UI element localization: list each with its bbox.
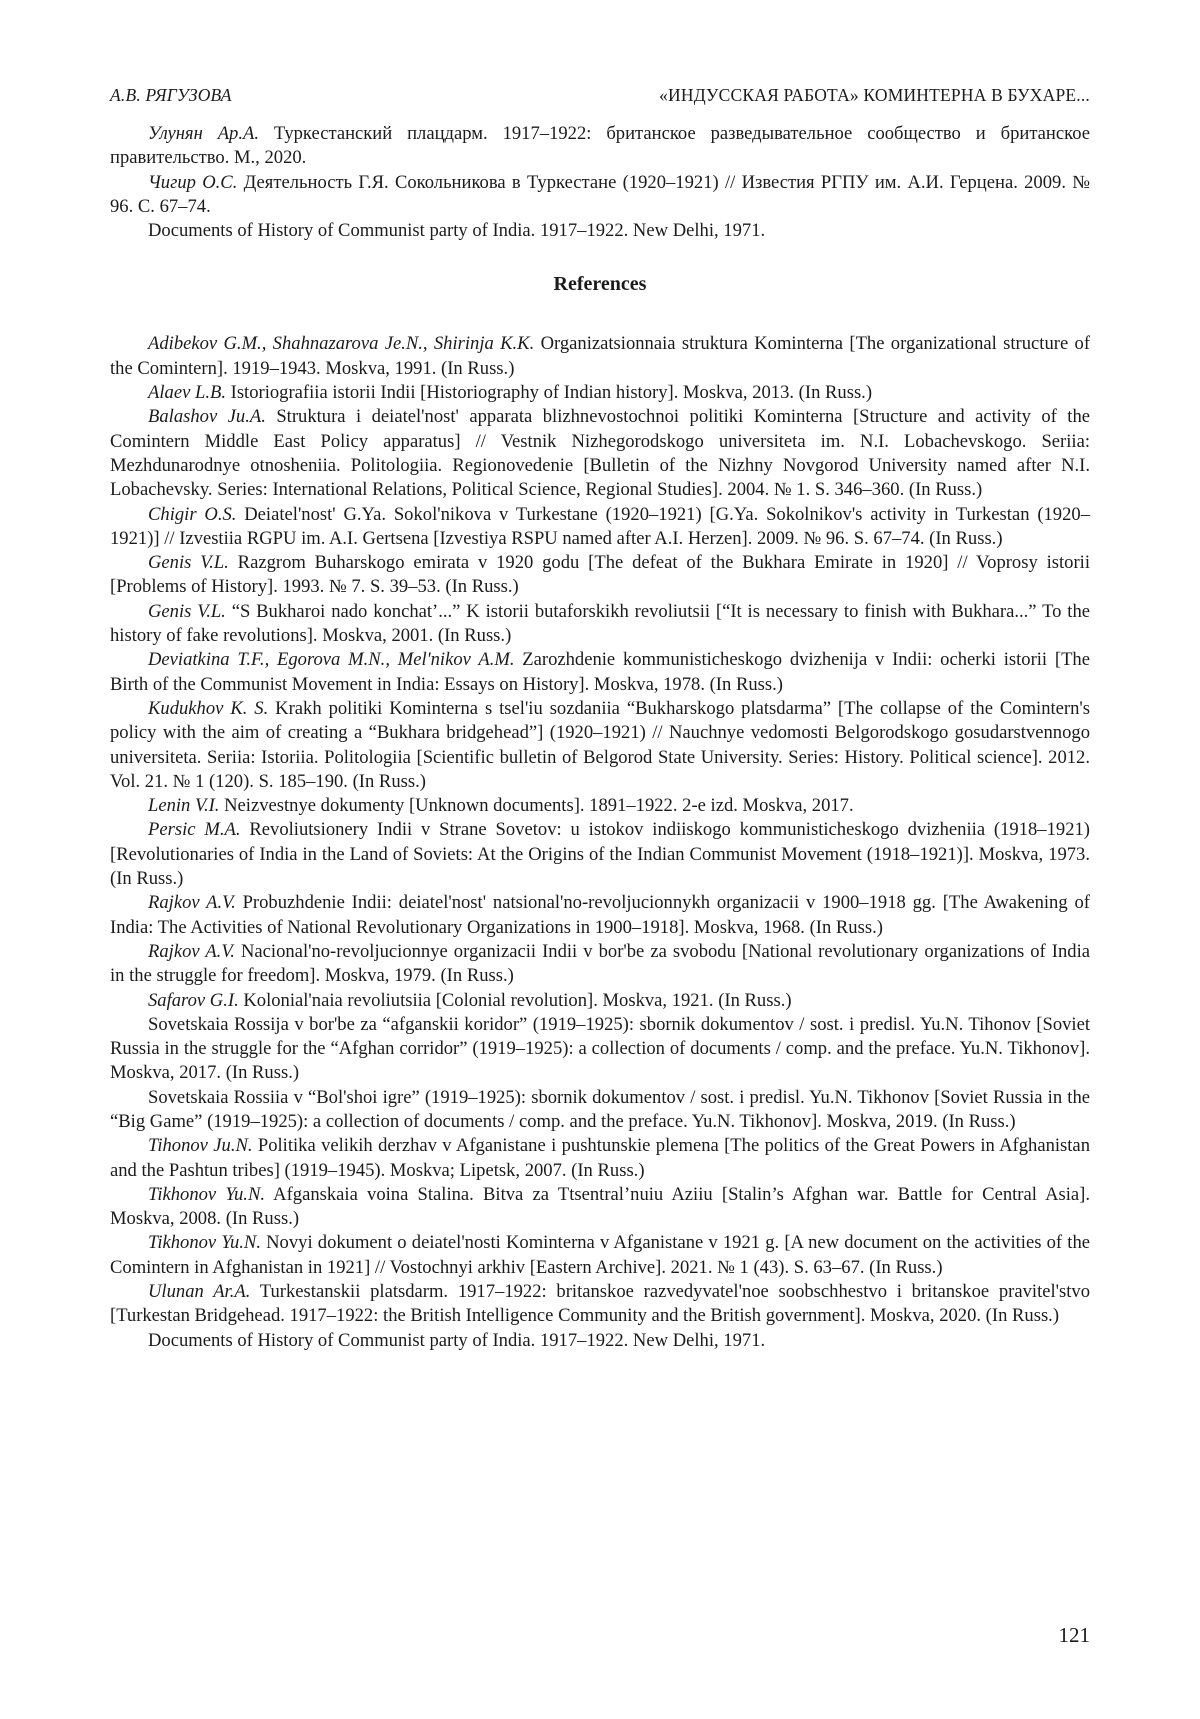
reference-author: Adibekov G.M., Shahnazarova Je.N., Shirinja K.K. xyxy=(148,333,535,355)
reference-author: Tikhonov Yu.N. xyxy=(148,1232,261,1254)
reference-entry xyxy=(110,1329,1090,1353)
reference-text: Деятельность Г.Я. Сокольникова в Туркестане (1920–1921) // Известия РГПУ им. А.И. Герцена. 2009. № 96. С. 67–74. xyxy=(110,171,1090,217)
reference-text: Krakh politiki Kominterna s tsel'iu sozdaniia “Bukharskogo platsdarma” [The collapse of the Comintern's policy with the aim of creating a “Bukhara bridgehead”] (1920–1921) // Nauchnye vedomosti Belgorodskogo gosudarstvennogo universiteta. Seriia: Istoriia. Politologiia [Scientific bulletin of Belgorod State University. Series: History. Political science]. 2012. Vol. 21. № 1 (120). S. 185–190. (In Russ.) xyxy=(110,697,1090,792)
reference-author: Kudukhov K. S. xyxy=(148,697,269,719)
reference-author: Safarov G.I. xyxy=(148,989,239,1011)
header-author: А.В. РЯГУЗОВА xyxy=(110,85,232,105)
references-heading: References xyxy=(553,273,647,296)
reference-author: Chigir O.S. xyxy=(148,503,237,525)
reference-text: Revoliutsionery Indii v Strane Sovetov: u istokov indiiskogo kommunisticheskogo dvizheniia (1918–1921) [Revolutionaries of India in the Land of Soviets: At the Origins of the Indian Communist Movement (1918–1921)]. Moskva, 1973. (In Russ.) xyxy=(110,819,1090,890)
reference-author: Ulunan Ar.A. xyxy=(148,1281,251,1303)
reference-author: Alaev L.B. xyxy=(148,382,226,404)
reference-entry xyxy=(110,503,1090,552)
reference-author: Genis V.L. xyxy=(148,600,226,622)
reference-entry xyxy=(110,818,1090,891)
reference-author: Rajkov A.V. xyxy=(148,892,236,914)
reference-entry xyxy=(110,405,1090,502)
reference-entry xyxy=(110,551,1090,600)
reference-text: Sovetskaia Rossija v bor'be za “afganskii koridor” (1919–1925): sbornik dokumentov / sost. i predisl. Yu.N. Tihonov [Soviet Russia in the struggle for the “Afghan corridor” (1919–1925): a collection of documents / comp. and the preface. Yu.N. Tikhonov]. Moskva, 2017. (In Russ.) xyxy=(110,1013,1090,1084)
reference-text: Afganskaia voina Stalina. Bitva za Ttsentral’nuiu Aziiu [Stalin’s Afghan war. Battle for Central Asia]. Moskva, 2008. (In Russ.) xyxy=(110,1183,1090,1230)
reference-text: Туркестанский плацдарм. 1917–1922: британское разведывательное сообщество и британское правительство. М., 2020. xyxy=(110,123,1090,169)
reference-text: Nacional'no-revoljucionnye organizacii Indii v bor'be za svobodu [National revolutionary organizations of India in the struggle for freedom]. Moskva, 1979. (In Russ.) xyxy=(110,940,1090,987)
page-number: 121 xyxy=(1058,1623,1090,1647)
reference-entry xyxy=(110,122,1090,171)
reference-author: Lenin V.I. xyxy=(148,795,220,817)
reference-entry xyxy=(110,1134,1090,1183)
reference-entry xyxy=(110,648,1090,697)
references-list xyxy=(110,332,1090,1352)
reference-entry xyxy=(110,1183,1090,1232)
reference-text: Zarozhdenie kommunisticheskogo dvizhenija v Indii: ocherki istorii [The Birth of the Communist Movement in India: Essays on History]. Moskva, 1978. (In Russ.) xyxy=(110,649,1090,695)
reference-entry xyxy=(110,697,1090,794)
reference-author: Persic M.A. xyxy=(148,819,241,841)
running-header xyxy=(110,78,1090,112)
reference-entry xyxy=(110,1086,1090,1135)
page-content xyxy=(110,78,1090,1353)
reference-author: Улунян Ар.А. xyxy=(148,123,259,144)
reference-entry xyxy=(110,332,1090,381)
reference-author: Balashov Ju.A. xyxy=(148,406,266,428)
reference-entry xyxy=(110,940,1090,989)
reference-author: Чигир О.С. xyxy=(148,171,238,193)
reference-entry xyxy=(110,171,1090,220)
reference-text: Kolonial'naia revoliutsiia [Colonial revolution]. Moskva, 1921. (In Russ.) xyxy=(238,989,792,1011)
reference-text: Documents of History of Communist party of India. 1917–1922. New Delhi, 1971. xyxy=(148,1329,766,1351)
reference-text: “S Bukharoi nado konchat’...” K istorii butaforskikh revoliutsii [“It is necessary to finish with Bukhara...” To the history of fake revolutions]. Moskva, 2001. (In Russ.) xyxy=(110,600,1090,647)
reference-author: Tihonov Ju.N. xyxy=(148,1135,253,1157)
reference-text: Organizatsionnaia struktura Kominterna [The organizational structure of the Comintern]. 1919–1943. Moskva, 1991. (In Russ.) xyxy=(110,333,1091,379)
reference-entry xyxy=(110,989,1090,1013)
reference-entry xyxy=(110,1231,1090,1280)
reference-entry xyxy=(110,219,1090,243)
reference-author: Deviatkina T.F., Egorova M.N., Mel'nikov A.M. xyxy=(148,649,515,671)
reference-text: Documents of History of Communist party of India. 1917–1922. New Delhi, 1971. xyxy=(148,220,766,242)
reference-entry xyxy=(110,1280,1090,1329)
reference-text: Politika velikih derzhav v Afganistane i pushtunskie plemena [The politics of the Great Powers in Afghanistan and the Pashtun tribes] (1919–1945). Moskva; Lipetsk, 2007. (In Russ.) xyxy=(110,1135,1090,1181)
reference-text: Probuzhdenie Indii: deiatel'nost' natsional'no-revoljucionnykh organizacii v 1900–1918 gg. [The Awakening of India: The Activities of National Revolutionary Organizations in 1900–1918]. Moskva, 1968. (In Russ.) xyxy=(110,892,1090,938)
reference-text: Istoriografiia istorii Indii [Historiography of Indian history]. Moskva, 2013. (In Russ.) xyxy=(225,382,873,404)
russian-references-continued xyxy=(110,122,1090,243)
reference-author: Rajkov A.V. xyxy=(148,940,235,962)
reference-entry xyxy=(110,794,1090,818)
reference-entry xyxy=(110,600,1090,649)
reference-author: Genis V.L. xyxy=(148,552,229,574)
reference-author: Tikhonov Yu.N. xyxy=(148,1183,265,1205)
reference-entry xyxy=(110,891,1090,940)
reference-text: Razgrom Buharskogo emirata v 1920 godu [The defeat of the Bukhara Emirate in 1920] // Voprosy istorii [Problems of History]. 1993. № 7. S. 39–53. (In Russ.) xyxy=(110,552,1090,598)
header-article-title: «ИНДУССКАЯ РАБОТА» КОМИНТЕРНА В БУХАРЕ... xyxy=(659,85,1090,105)
reference-text: Neizvestnye dokumenty [Unknown documents]. 1891–1922. 2-e izd. Moskva, 2017. xyxy=(219,795,854,817)
reference-text: Novyi dokument o deiatel'nosti Kominterna v Afganistane v 1921 g. [A new document on the activities of the Comintern in Afghanistan in 1921] // Vostochnyi arkhiv [Eastern Archive]. 2021. № 1 (43). S. 63–67. (In Russ.) xyxy=(110,1232,1090,1278)
reference-text: Struktura i deiatel'nost' apparata blizhnevostochnoi politiki Kominterna [Structure and activity of the Comintern Middle East Policy apparatus] // Vestnik Nizhegorodskogo universiteta im. N.I. Lobachevskogo. Seriia: Mezhdunarodnye otnosheniia. Politologiia. Regionovedenie [Bulletin of the Nizhny Novgorod University named after N.I. Lobachevsky. Series: International Relations, Political Science, Regional Studies]. 2004. № 1. S. 346–360. (In Russ.) xyxy=(110,406,1090,501)
reference-text: Sovetskaia Rossiia v “Bol'shoi igre” (1919–1925): sbornik dokumentov / sost. i predisl. Yu.N. Tikhonov [Soviet Russia in the “Big Game” (1919–1925): a collection of documents / comp. and the preface. Yu.N. Tikhonov]. Moskva, 2019. (In Russ.) xyxy=(110,1086,1090,1132)
reference-entry xyxy=(110,1013,1090,1086)
reference-text: Deiatel'nost' G.Ya. Sokol'nikova v Turkestane (1920–1921) [G.Ya. Sokolnikov's activity in Turkestan (1920–1921)] // Izvestiia RGPU im. A.I. Gertsena [Izvestiya RSPU named after A.I. Herzen]. 2009. № 96. S. 67–74. (In Russ.) xyxy=(110,503,1090,549)
reference-entry xyxy=(110,381,1090,405)
reference-text: Turkestanskii platsdarm. 1917–1922: britanskoe razvedyvatel'noe soobschhestvo i britanskoe pravitel'stvo [Turkestan Bridgehead. 1917–1922: the British Intelligence Community and the British government]. Moskva, 2020. (In Russ.) xyxy=(110,1281,1091,1327)
